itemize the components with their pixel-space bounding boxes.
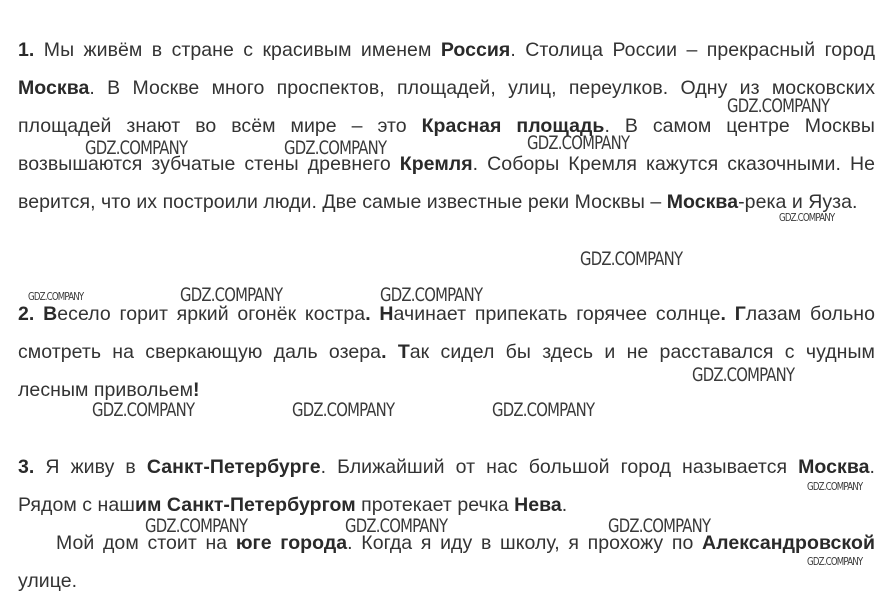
- text-fragment: .: [561, 494, 568, 516]
- paragraph-number: 2.: [18, 303, 35, 325]
- watermark: GDZ.COMPANY: [380, 284, 483, 306]
- watermark: GDZ.COMPANY: [580, 248, 683, 270]
- watermark: GDZ.COMPANY: [807, 556, 863, 568]
- text-fragment: . В самом центре Москвы возвышаются зубчатые стены древнего: [18, 115, 875, 175]
- text-fragment: ак сидел бы здесь и не расставался с чудным лесным привольем: [18, 341, 875, 401]
- text-fragment: лазам больно смотреть на сверкающую даль озера: [18, 303, 876, 363]
- bold-letter: !: [193, 379, 200, 401]
- bold-word: Кремля: [399, 153, 473, 175]
- bold-letter: В: [43, 303, 58, 325]
- watermark: GDZ.COMPANY: [807, 481, 863, 493]
- text-fragment: . Столица России – прекрасный город: [510, 39, 875, 61]
- watermark: GDZ.COMPANY: [727, 95, 830, 117]
- text-fragment: Мой дом стоит на: [56, 532, 236, 554]
- bold-word: юге города: [235, 532, 348, 554]
- text-fragment: . Соборы Кремля кажутся сказочными. Не верится, что их построили люди. Две самые известные реки Москвы –: [18, 153, 875, 213]
- watermark: GDZ.COMPANY: [145, 515, 248, 537]
- text-fragment: . Рядом с наш: [18, 456, 875, 516]
- text-fragment: . Когда я иду в школу, я прохожу по: [347, 532, 703, 554]
- text-fragment: ачинает припекать горячее солнце: [393, 303, 721, 325]
- text-fragment: протекает речка: [355, 494, 515, 516]
- watermark: GDZ.COMPANY: [284, 137, 387, 159]
- paragraph-number: 1.: [18, 39, 35, 61]
- text-fragment: . Ближайший от нас большой город называется: [320, 456, 799, 478]
- bold-word: Москва: [798, 456, 870, 478]
- watermark: GDZ.COMPANY: [345, 515, 448, 537]
- bold-word: им Санкт-Петербургом: [134, 494, 356, 516]
- text-fragment: улице.: [18, 570, 78, 592]
- text-fragment: -река и Яуза.: [738, 191, 858, 213]
- watermark: GDZ.COMPANY: [692, 364, 795, 386]
- paragraph-number: 3.: [18, 456, 35, 478]
- bold-word: Красная площадь: [421, 115, 605, 137]
- paragraph-3: [18, 448, 875, 600]
- bold-word: Москва: [666, 191, 739, 213]
- bold-letter: . Н: [365, 303, 394, 325]
- watermark: GDZ.COMPANY: [292, 399, 395, 421]
- text-fragment: есело горит яркий огонёк костра: [57, 303, 366, 325]
- paragraph-1: [18, 31, 875, 221]
- watermark: GDZ.COMPANY: [92, 399, 195, 421]
- watermark: GDZ.COMPANY: [28, 291, 84, 303]
- text-fragment: Я живу в: [34, 456, 147, 478]
- bold-word: Александровской: [702, 532, 875, 554]
- bold-word: Россия: [440, 39, 511, 61]
- text-fragment: . В Москве много проспектов, площадей, улиц, переулков. Одну из московских площадей знают во всём мире – это: [18, 77, 875, 137]
- bold-letter: . Г: [720, 303, 746, 325]
- watermark: GDZ.COMPANY: [779, 212, 835, 224]
- text-fragment: Мы живём в стране с красивым именем: [34, 39, 441, 61]
- watermark: GDZ.COMPANY: [527, 132, 630, 154]
- paragraph-2: [18, 295, 875, 409]
- bold-word: Нева: [514, 494, 562, 516]
- bold-word: Москва: [18, 77, 90, 99]
- watermark: GDZ.COMPANY: [180, 284, 283, 306]
- watermark: GDZ.COMPANY: [85, 137, 188, 159]
- bold-word: Санкт-Петербурге: [146, 456, 321, 478]
- watermark: GDZ.COMPANY: [492, 399, 595, 421]
- watermark: GDZ.COMPANY: [608, 515, 711, 537]
- bold-letter: . Т: [381, 341, 410, 363]
- text-fragment: [34, 303, 43, 325]
